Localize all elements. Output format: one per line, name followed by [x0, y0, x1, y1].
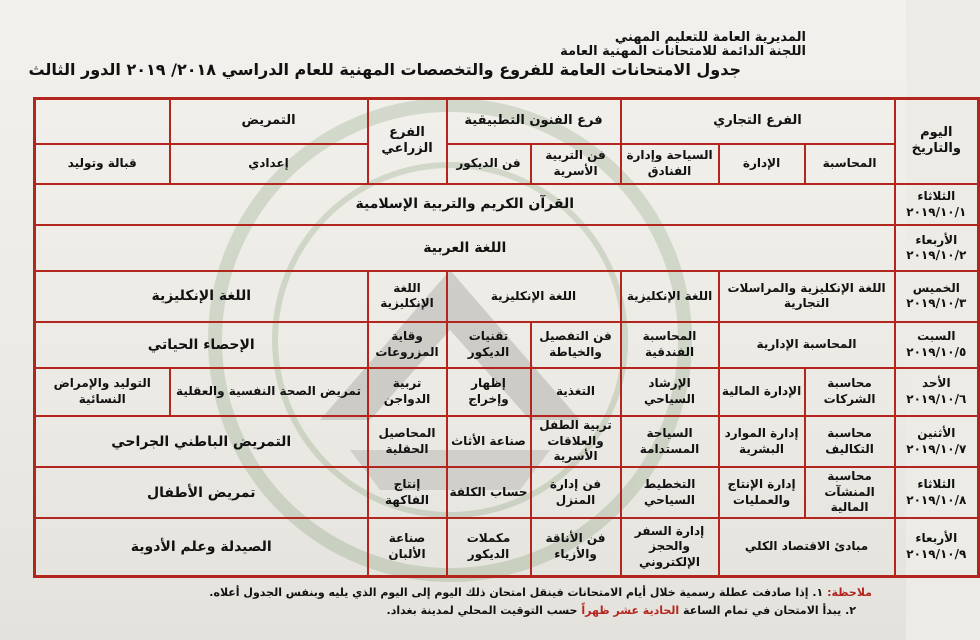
exam-cell: فن التفصيل والخياطة	[531, 322, 621, 368]
day-cell: الثلاثاء ٢٠١٩/١٠/١	[895, 184, 979, 225]
note-2: ٢. يبدأ الامتحان في تمام الساعة الحادية عشر ظهراً حسب التوقيت المحلي لمدينة بغداد.	[386, 604, 856, 617]
sub-home-education: فن التربية الأسرية	[531, 144, 621, 184]
exam-cell: المحاسبة الفندقية	[621, 322, 719, 368]
exam-cell: المحاصيل الحقلية	[368, 416, 447, 467]
sub-midwifery: قبالة وتوليد	[35, 144, 170, 184]
exam-time: الحادية عشر ظهراً	[581, 604, 680, 617]
note-1: ملاحظة: ١. إذا صادفت عطلة رسمية خلال أيام الامتحانات فينقل امتحان ذلك اليوم إلى اليوم الذي يليه وبنفس الجدول أعلاه.	[209, 586, 872, 599]
day-cell: الثلاثاء ٢٠١٩/١٠/٨	[895, 467, 979, 518]
exam-cell: صناعة الألبان	[368, 518, 447, 576]
table-row	[35, 518, 979, 576]
exam-cell: إنتاج الفاكهة	[368, 467, 447, 518]
day-cell: السبت ٢٠١٩/١٠/٥	[895, 322, 979, 368]
note-label: ملاحظة:	[827, 586, 872, 599]
branch-nursing: التمريض	[170, 99, 368, 144]
exam-cell: وقاية المزروعات	[368, 322, 447, 368]
exam-cell: حساب الكلفة	[447, 467, 531, 518]
table-subheader-row	[35, 144, 979, 184]
exam-cell: مبادئ الاقتصاد الكلي	[719, 518, 895, 576]
day-cell: الأحد ٢٠١٩/١٠/٦	[895, 368, 979, 416]
exam-cell: محاسبة المنشآت المالية	[805, 467, 895, 518]
sub-management: الإدارة	[719, 144, 805, 184]
page-title: جدول الامتحانات العامة للفروع والتخصصات المهنية للعام الدراسي ٢٠١٨/ ٢٠١٩ الدور الثالث	[28, 60, 741, 79]
branch-applied-arts: فرع الفنون التطبيقية	[447, 99, 621, 144]
branch-commercial: الفرع التجاري	[621, 99, 895, 144]
exam-cell: اللغة العربية	[35, 225, 895, 271]
exam-cell: الإرشاد السياحي	[621, 368, 719, 416]
sub-preparatory: إعدادي	[170, 144, 368, 184]
table-row	[35, 467, 979, 518]
table-row	[35, 184, 979, 225]
exam-cell: اللغة الإنكليزية	[621, 271, 719, 321]
directorate-name: المديرية العامة للتعليم المهني	[614, 30, 806, 45]
exam-cell: محاسبة التكاليف	[805, 416, 895, 467]
exam-cell: تربية الدواجن	[368, 368, 447, 416]
exam-cell: الصيدلة وعلم الأدوية	[35, 518, 368, 576]
table-row	[35, 416, 979, 467]
exam-cell: تربية الطفل والعلاقات الأسرية	[531, 416, 621, 467]
exam-cell: التمريض الباطني الجراحي	[35, 416, 368, 467]
exam-cell: اللغة الإنكليزية	[35, 271, 368, 321]
table-row	[35, 271, 979, 321]
exam-cell: تمريض الأطفال	[35, 467, 368, 518]
exam-cell: الإحصاء الحياتي	[35, 322, 368, 368]
exam-cell: صناعة الأثاث	[447, 416, 531, 467]
exam-cell: اللغة الإنكليزية	[368, 271, 447, 321]
exam-cell: فن الأناقة والأزياء	[531, 518, 621, 576]
exam-cell: تمريض الصحة النفسية والعقلية	[170, 368, 368, 416]
day-cell: الخميس ٢٠١٩/١٠/٣	[895, 271, 979, 321]
exam-cell: التخطيط السياحي	[621, 467, 719, 518]
nursing-filler	[35, 99, 170, 144]
day-cell: الأربعاء ٢٠١٩/١٠/٢	[895, 225, 979, 271]
exam-schedule-table	[33, 97, 980, 578]
day-cell: الأربعاء ٢٠١٩/١٠/٩	[895, 518, 979, 576]
exam-cell: التوليد والإمراض النسائية	[35, 368, 170, 416]
exam-cell: فن إدارة المنزل	[531, 467, 621, 518]
exam-cell: اللغة الإنكليزية والمراسلات التجارية	[719, 271, 895, 321]
exam-cell: إدارة الموارد البشرية	[719, 416, 805, 467]
exam-cell: المحاسبة الإدارية	[719, 322, 895, 368]
exam-cell: التغذية	[531, 368, 621, 416]
sub-accounting: المحاسبة	[805, 144, 895, 184]
exam-cell: القرآن الكريم والتربية الإسلامية	[35, 184, 895, 225]
table-header-row	[35, 99, 979, 144]
exam-cell: مكملات الديكور	[447, 518, 531, 576]
exam-cell: السياحة المستدامة	[621, 416, 719, 467]
exam-cell: إظهار وإخراج	[447, 368, 531, 416]
exam-cell: تقنيات الديكور	[447, 322, 531, 368]
exam-cell: الإدارة المالية	[719, 368, 805, 416]
table-row	[35, 225, 979, 271]
exam-cell: محاسبة الشركات	[805, 368, 895, 416]
col-day-date: اليوم والتاريخ	[895, 99, 979, 184]
exam-cell: إدارة السفر والحجز الإلكتروني	[621, 518, 719, 576]
committee-name: اللجنة الدائمة للامتحانات المهنية العامة	[560, 44, 806, 59]
exam-cell: إدارة الإنتاج والعمليات	[719, 467, 805, 518]
exam-cell: اللغة الإنكليزية	[447, 271, 621, 321]
sub-decor: فن الديكور	[447, 144, 531, 184]
day-cell: الأثنين ٢٠١٩/١٠/٧	[895, 416, 979, 467]
branch-agricultural: الفرع الزراعي	[368, 99, 447, 184]
sub-tourism: السياحة وإدارة الفنادق	[621, 144, 719, 184]
table-row	[35, 322, 979, 368]
table-row	[35, 368, 979, 416]
